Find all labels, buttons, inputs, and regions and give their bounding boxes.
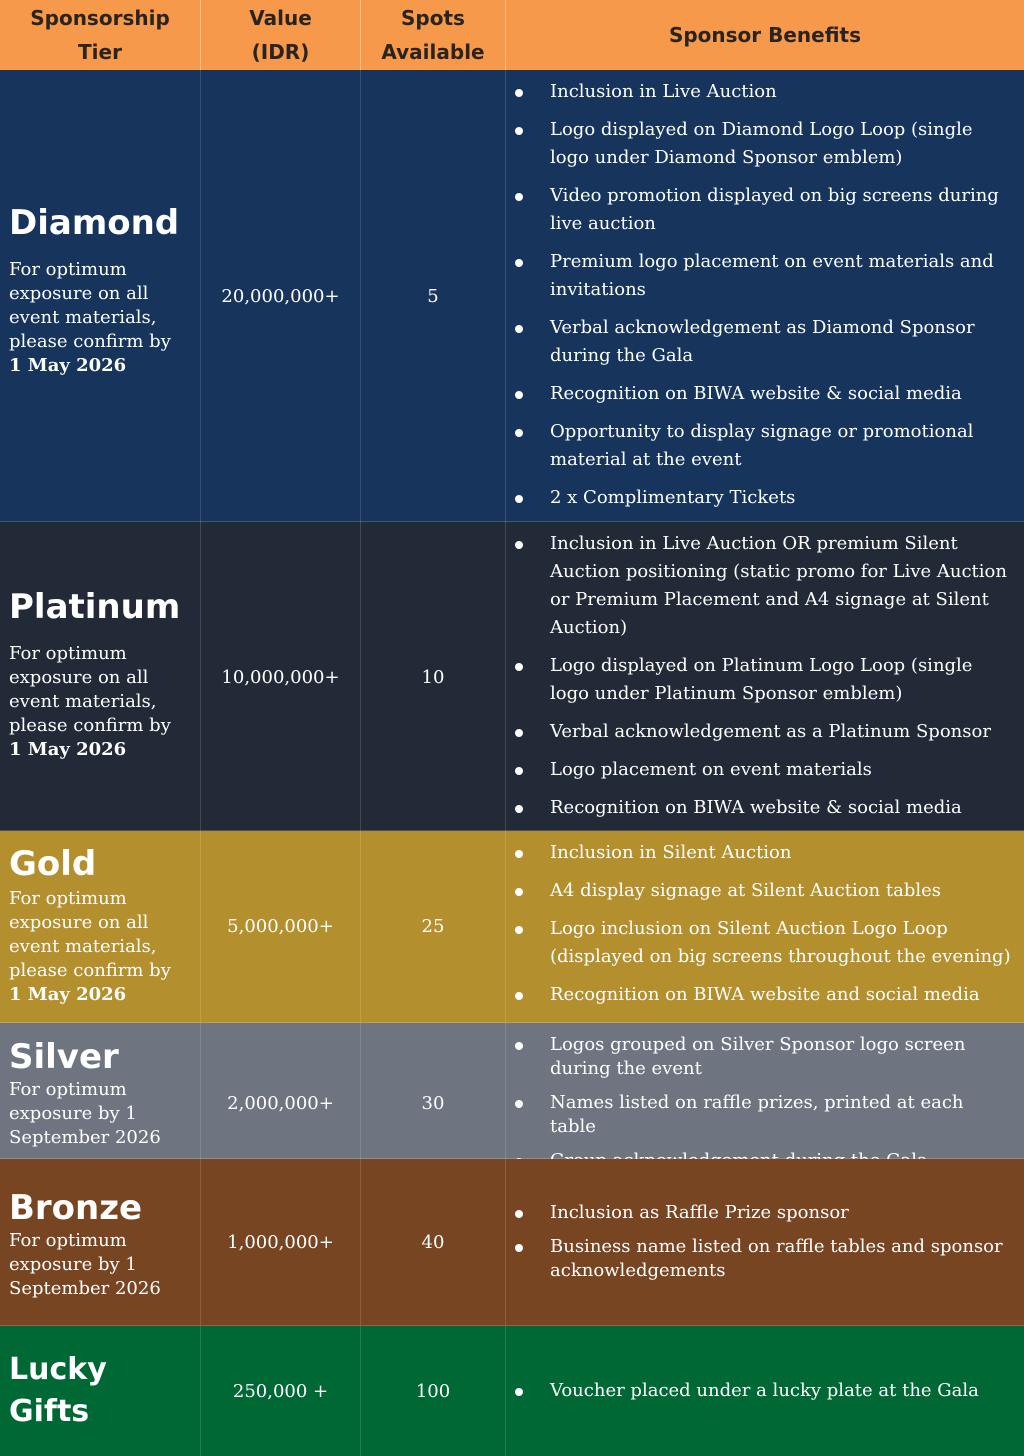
benefit-item: Logo displayed on Diamond Logo Loop (single logo under Diamond Sponsor emblem) — [506, 116, 1024, 172]
tier-name: Lucky Gifts — [9, 1352, 107, 1429]
benefit-item: Recognition on BIWA website & social media — [506, 794, 1024, 822]
benefit-item: Names listed on raffle prizes, printed at each table — [506, 1091, 1024, 1139]
tier-name: Platinum — [9, 587, 181, 627]
tier-benefits — [505, 522, 1024, 832]
tier-benefits — [505, 831, 1024, 1022]
benefit-item: Logo placement on event materials — [506, 756, 1024, 784]
tier-name: Gold — [9, 844, 97, 884]
tier-note: For optimum exposure by 1 September 2026 — [9, 1230, 161, 1299]
benefit-item: Logo displayed on Platinum Logo Loop (single logo under Platinum Sponsor emblem) — [506, 652, 1024, 708]
benefits-list — [506, 530, 1024, 832]
tier-cell — [0, 1159, 200, 1325]
table-header — [0, 0, 1024, 70]
tier-value: 10,000,000+ — [200, 522, 360, 832]
tier-value: 250,000 + — [200, 1326, 360, 1456]
benefit-item: Inclusion in Live Auction OR premium Silent Auction positioning (static promo for Live Auction or Premium Placement and A4 signage at Silent Auction) — [506, 530, 1024, 642]
tier-row-diamond — [0, 70, 1024, 522]
tier-deadline: 1 May 2026 — [9, 739, 127, 760]
benefit-item: Verbal acknowledgement as Diamond Sponsor during the Gala — [506, 314, 1024, 370]
tier-spots: 5 — [360, 70, 505, 522]
header-benefits-label: Sponsor Benefits — [668, 23, 862, 47]
tier-spots: 10 — [360, 522, 505, 832]
tier-benefits — [505, 70, 1024, 522]
header-value-line1: Value — [249, 6, 312, 30]
benefits-list — [506, 1201, 1024, 1293]
tier-note — [9, 642, 194, 762]
benefit-item: Logo inclusion on Silent Auction Logo Loop (displayed on big screens throughout the evening) — [506, 915, 1024, 971]
benefit-item: A4 display signage at Silent Auction tables — [506, 877, 1024, 905]
benefit-item: Premium logo placement on event materials and invitations — [506, 248, 1024, 304]
header-spots-line1: Spots — [401, 6, 465, 30]
tier-spots: 100 — [360, 1326, 505, 1456]
tier-value: 2,000,000+ — [200, 1023, 360, 1183]
tier-name: Silver — [9, 1037, 119, 1077]
header-spots-line2: Available — [381, 40, 485, 64]
benefit-item: Inclusion in Silent Auction — [506, 839, 1024, 867]
tier-name: Diamond — [9, 203, 180, 243]
tier-value: 1,000,000+ — [200, 1159, 360, 1325]
header-spots — [360, 0, 505, 70]
tier-spots: 30 — [360, 1023, 505, 1183]
tier-value: 20,000,000+ — [200, 70, 360, 522]
tier-note-text: For optimum exposure on all event materials, please confirm by — [9, 888, 171, 981]
tier-note — [9, 887, 194, 1007]
tier-row-bronze — [0, 1159, 1024, 1326]
tier-deadline: 1 May 2026 — [9, 984, 127, 1005]
benefits-list — [506, 1377, 1024, 1405]
benefit-item: Recognition on BIWA website & social media — [506, 380, 1024, 408]
benefits-list — [506, 839, 1024, 1019]
tier-note-text: For optimum exposure on all event materials, please confirm by — [9, 643, 171, 736]
tier-note-text: For optimum exposure on all event materials, please confirm by — [9, 259, 171, 352]
tier-spots: 40 — [360, 1159, 505, 1325]
tier-note: For optimum exposure by 1 September 2026 — [9, 1079, 161, 1148]
tier-name: Bronze — [9, 1188, 143, 1228]
tier-row-silver — [0, 1023, 1024, 1159]
tier-note — [9, 258, 194, 378]
benefit-item: Inclusion in Live Auction — [506, 78, 1024, 106]
tier-row-platinum — [0, 522, 1024, 831]
header-tier-line1: Sponsorship — [30, 6, 170, 30]
tier-cell — [0, 522, 200, 832]
header-tier-line2: Tier — [78, 40, 122, 64]
benefit-item: Recognition on BIWA website and social media — [506, 981, 1024, 1009]
tier-deadline: 1 May 2026 — [9, 355, 127, 376]
tier-value: 5,000,000+ — [200, 831, 360, 1022]
benefit-item: Logos grouped on Silver Sponsor logo screen during the event — [506, 1033, 1024, 1081]
tier-cell — [0, 1326, 200, 1456]
tier-benefits — [505, 1326, 1024, 1456]
tier-cell — [0, 70, 200, 522]
benefit-item: Inclusion as Raffle Prize sponsor — [506, 1201, 1024, 1225]
header-tier — [0, 0, 200, 70]
tier-spots: 25 — [360, 831, 505, 1022]
tier-row-gold — [0, 831, 1024, 1023]
benefit-item: Opportunity to display signage or promotional material at the event — [506, 418, 1024, 474]
tier-row-lucky-gifts — [0, 1326, 1024, 1456]
header-value — [200, 0, 360, 70]
header-value-line2: (IDR) — [251, 40, 310, 64]
benefit-item: Verbal acknowledgement as a Platinum Sponsor — [506, 718, 1024, 746]
benefit-item: Business name listed on raffle tables and sponsor acknowledgements — [506, 1235, 1024, 1283]
header-benefits — [505, 0, 1024, 70]
tier-benefits — [505, 1159, 1024, 1325]
benefit-item: Voucher placed under a lucky plate at the Gala — [506, 1377, 1024, 1405]
benefits-list — [506, 78, 1024, 522]
tier-cell — [0, 831, 200, 1022]
benefit-item: Video promotion displayed on big screens during live auction — [506, 182, 1024, 238]
benefit-item: 2 x Complimentary Tickets — [506, 484, 1024, 512]
